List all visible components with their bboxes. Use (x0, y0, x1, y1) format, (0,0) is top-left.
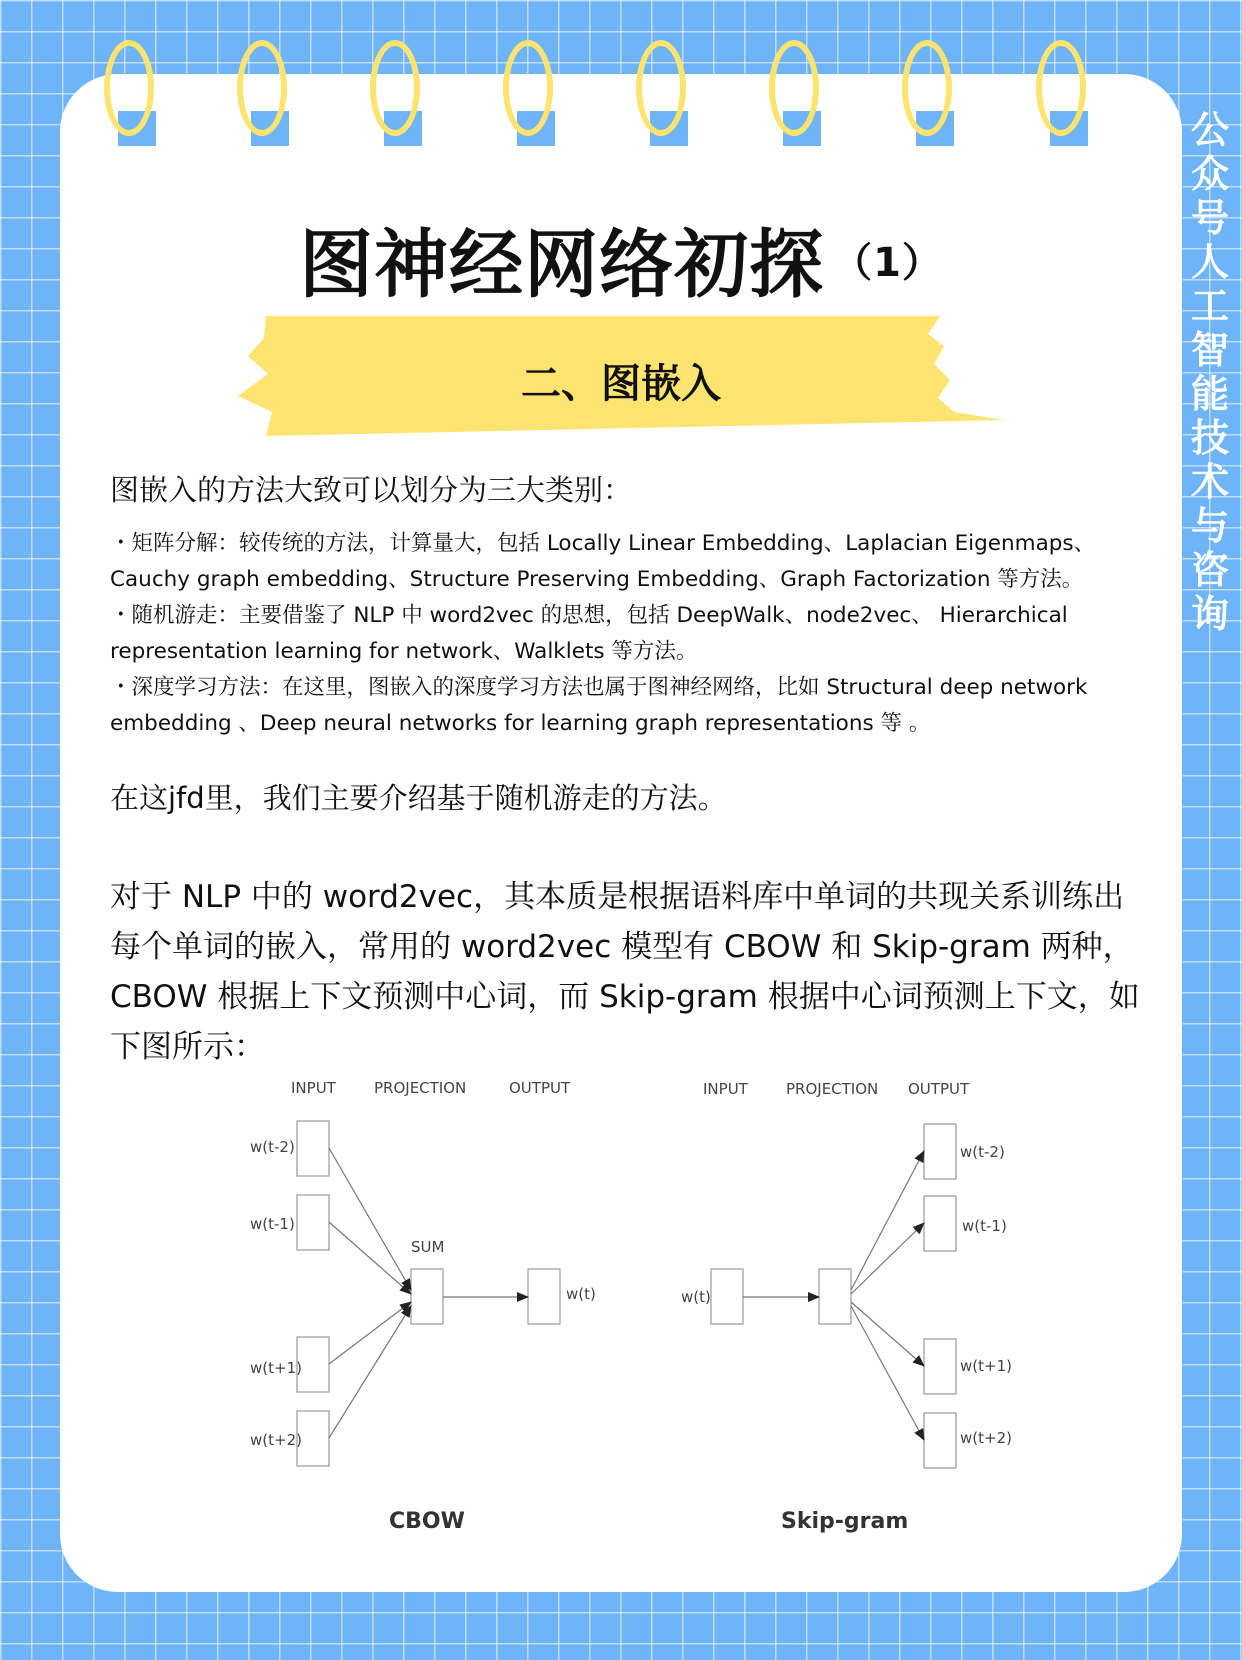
cbow-diagram (250, 1079, 596, 1534)
cbow-arrow (329, 1148, 411, 1290)
title-suffix: （1） (832, 240, 943, 286)
skipgram-header-input: INPUT (703, 1080, 748, 1098)
cbow-input-label: w(t-1) (250, 1215, 295, 1233)
cbow-caption: CBOW (389, 1509, 465, 1534)
skipgram-output-box (924, 1124, 956, 1179)
skipgram-header-output: OUTPUT (908, 1080, 970, 1098)
cbow-output-label: w(t) (566, 1285, 596, 1303)
skipgram-output-label: w(t-2) (960, 1143, 1005, 1161)
binder-ring (900, 40, 970, 146)
cbow-input-box (297, 1121, 329, 1176)
binder-ring (767, 40, 837, 146)
skipgram-diagram (681, 1080, 1012, 1534)
binder-ring (501, 40, 571, 146)
section-heading: 二、图嵌入 (521, 361, 721, 407)
skipgram-input-box (711, 1269, 743, 1324)
skipgram-output-box (924, 1413, 956, 1468)
cbow-output-box (528, 1269, 560, 1324)
page-title (0, 206, 1242, 312)
title-main: 图神经网络初探 (299, 222, 825, 308)
skipgram-header-projection: PROJECTION (786, 1080, 879, 1098)
cbow-header-input: INPUT (291, 1079, 336, 1097)
side-label: 公众号 人工智能技术与咨询 (1190, 108, 1229, 636)
binder-ring (102, 40, 172, 146)
skipgram-caption: Skip-gram (781, 1509, 909, 1534)
list-item: ・矩阵分解：较传统的方法，计算量大，包括 Locally Linear Embedding、Laplacian Eigenmaps、Cauchy graph embedding、Structure Preserving Embedding、Graph Factorization 等方法。 (110, 531, 1096, 592)
skipgram-output-label: w(t+1) (960, 1357, 1012, 1375)
skipgram-input-label: w(t) (681, 1288, 711, 1306)
skipgram-output-box (924, 1196, 956, 1251)
skipgram-output-label: w(t+2) (960, 1429, 1012, 1447)
cbow-header-output: OUTPUT (509, 1079, 571, 1097)
skipgram-projection-box (819, 1269, 851, 1324)
intro-text: 图嵌入的方法大致可以划分为三大类别： (110, 473, 633, 507)
list-item: ・随机游走：主要借鉴了 NLP 中 word2vec 的思想，包括 DeepWalk、node2vec、 Hierarchical representation learning for network、Walklets 等方法。 (110, 603, 1068, 664)
method-list (110, 526, 1150, 742)
cbow-arrow (329, 1222, 411, 1294)
cbow-arrow (329, 1302, 411, 1364)
skipgram-arrow (851, 1151, 924, 1290)
word2vec-diagram (0, 1070, 1242, 1550)
word2vec-paragraph: 对于 NLP 中的 word2vec，其本质是根据语料库中单词的共现关系训练出每个单词的嵌入，常用的 word2vec 模型有 CBOW 和 Skip-gram 两种，CBOW 根据上下文预测中心词，而 Skip-gram 根据中心词预测上下文，如下图所示： (110, 879, 1140, 1065)
binder-ring (368, 40, 438, 146)
list-item: ・深度学习方法：在这里，图嵌入的深度学习方法也属于图神经网络，比如 Structural deep network embedding 、Deep neural networks for learning graph representations 等 。 (110, 675, 1088, 736)
cbow-input-label: w(t+2) (250, 1431, 302, 1449)
skipgram-output-box (924, 1339, 956, 1394)
skipgram-output-label: w(t-1) (962, 1217, 1007, 1235)
cbow-input-box (297, 1195, 329, 1250)
binder-ring (1034, 40, 1104, 146)
binder-ring (235, 40, 305, 146)
focus-paragraph: 在这jfd里，我们主要介绍基于随机游走的方法。 (110, 781, 727, 815)
skipgram-arrow (851, 1302, 924, 1366)
skipgram-arrow (851, 1223, 924, 1294)
skipgram-arrow (851, 1306, 924, 1440)
cbow-input-label: w(t-2) (250, 1138, 295, 1156)
binder-ring (634, 40, 704, 146)
cbow-header-projection: PROJECTION (374, 1079, 467, 1097)
cbow-projection-box (411, 1269, 443, 1324)
cbow-input-label: w(t+1) (250, 1359, 302, 1377)
cbow-arrow (329, 1306, 411, 1438)
cbow-sum-label: SUM (411, 1238, 445, 1256)
